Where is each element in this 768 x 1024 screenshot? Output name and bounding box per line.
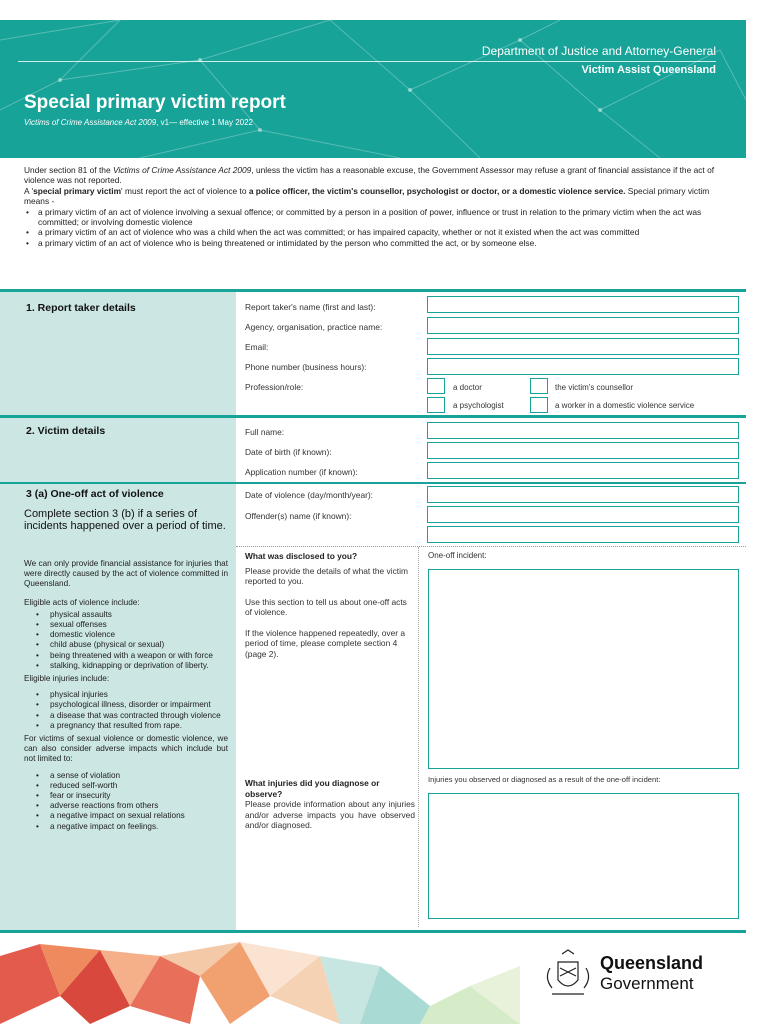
- intro-bullet: • a primary victim of an act of violence who was a child when the act was committed; or has impaired capacity, whether or not it existed when the act was committed: [24, 227, 734, 237]
- list-item: • domestic violence: [24, 630, 228, 640]
- header-divider: [18, 61, 716, 62]
- full-name-field[interactable]: [427, 422, 739, 439]
- list-item: • a negative impact on feelings.: [24, 822, 228, 832]
- page-subtitle: Victims of Crime Assistance Act 2009, v1— effective 1 May 2022: [24, 118, 253, 127]
- list-item: • a pregnancy that resulted from rape.: [24, 721, 228, 731]
- eligibility-intro: We can only provide financial assistance for injuries that were directly caused by the act of violence committed in Queensland.: [24, 559, 228, 589]
- psychologist-checkbox[interactable]: [427, 397, 445, 413]
- oneoff-label: One-off incident:: [428, 551, 487, 560]
- psychologist-option-label: a psychologist: [453, 401, 504, 410]
- section3-heading: 3 (a) One-off act of violence: [26, 488, 164, 500]
- intro-bullet: • a primary victim of an act of violence involving a sexual offence; or committed by a person in a position of power, influence or trust in relation to the primary victim when the act was committed; or involving domestic violence: [24, 207, 734, 228]
- queensland-brand: Queensland: [600, 953, 704, 973]
- phone-label: Phone number (business hours):: [245, 362, 367, 372]
- injuries-question-block: [245, 778, 415, 831]
- disclosed-p2: Use this section to tell us about one-off acts of violence.: [245, 596, 407, 617]
- dv-worker-option-label: a worker in a domestic violence service: [555, 401, 695, 410]
- doctor-checkbox[interactable]: [427, 378, 445, 394]
- dob-field[interactable]: [427, 442, 739, 459]
- counsellor-checkbox[interactable]: [530, 378, 548, 394]
- offender-name-label: Offender(s) name (if known):: [245, 511, 352, 521]
- intro-text: [24, 165, 734, 248]
- report-taker-name-field[interactable]: [427, 296, 739, 313]
- oneoff-incident-textarea[interactable]: [428, 569, 739, 769]
- list-item: • physical assaults: [24, 610, 228, 620]
- application-number-field[interactable]: [427, 462, 739, 479]
- footer-divider: [0, 930, 746, 933]
- offender-name-field-2[interactable]: [427, 526, 739, 543]
- intro-bullet: • a primary victim of an act of violence who is being threatened or intimidated by the person who committed the act, or by someone else.: [24, 238, 734, 248]
- dv-worker-checkbox[interactable]: [530, 397, 548, 413]
- injuries-heading: Eligible injuries include:: [24, 674, 110, 684]
- injuries-box-label: Injuries you observed or diagnosed as a result of the one-off incident:: [428, 775, 661, 784]
- injuries-question-heading: What injuries did you diagnose or observe?: [245, 778, 380, 799]
- section2-heading: 2. Victim details: [26, 425, 106, 437]
- department-name: Department of Justice and Attorney-General: [481, 44, 716, 58]
- offender-name-field[interactable]: [427, 506, 739, 523]
- queensland-coat-of-arms-icon: [538, 948, 598, 1008]
- profession-label: Profession/role:: [245, 382, 304, 392]
- intro-paragraph-2: A 'special primary victim' must report the act of violence to a police officer, the victim's counsellor, psychologist or doctor, or a domestic violence service. Special primary victim means -: [24, 185, 710, 207]
- list-item: • being threatened with a weapon or with force: [24, 651, 228, 661]
- disclosed-block: [245, 551, 415, 659]
- government-brand: Government: [600, 974, 694, 993]
- counsellor-option-label: the victim's counsellor: [555, 383, 633, 392]
- disclosed-heading: What was disclosed to you?: [245, 551, 358, 561]
- full-name-label: Full name:: [245, 427, 285, 437]
- agency-label: Agency, organisation, practice name:: [245, 322, 383, 332]
- list-item: • child abuse (physical or sexual): [24, 640, 228, 650]
- header-banner: [0, 20, 746, 158]
- date-of-violence-field[interactable]: [427, 486, 739, 503]
- network-pattern-graphic: [0, 20, 746, 158]
- email-field[interactable]: [427, 338, 739, 355]
- list-item: • a sense of violation: [24, 771, 228, 781]
- section1-heading: 1. Report taker details: [26, 302, 136, 314]
- impacts-intro: For victims of sexual violence or domestic violence, we can also consider adverse impacts which include but not limited to:: [24, 734, 228, 764]
- list-item: • stalking, kidnapping or deprivation of liberty.: [24, 661, 228, 671]
- disclosed-p3: If the violence happened repeatedly, over a period of time, please complete section 4 (page 2).: [245, 627, 406, 659]
- list-item: • psychological illness, disorder or impairment: [24, 700, 228, 710]
- phone-field[interactable]: [427, 358, 739, 375]
- section3-note: Complete section 3 (b) if a series of incidents happened over a period of time.: [24, 508, 226, 532]
- report-taker-name-label: Report taker's name (first and last):: [245, 302, 376, 312]
- vertical-dotted-divider: [418, 547, 419, 927]
- disclosed-p1: Please provide the details of what the victim reported to you.: [245, 565, 408, 586]
- section3-eligibility-text: [24, 559, 228, 835]
- email-label: Email:: [245, 342, 269, 352]
- dotted-divider: [236, 546, 746, 547]
- acts-heading: Eligible acts of violence include:: [24, 597, 140, 607]
- injuries-question-text: Please provide information about any injuries and/or adverse impacts you have observed and/or diagnosed.: [245, 799, 415, 830]
- date-of-violence-label: Date of violence (day/month/year):: [245, 490, 374, 500]
- page-title: Special primary victim report: [24, 92, 286, 113]
- intro-paragraph-1: Under section 81 of the Victims of Crime Assistance Act 2009, unless the victim has a reasonable excuse, the Government Assessor may refuse a grant of financial assistance if the act of violence was not reported.: [24, 165, 715, 186]
- list-item: • physical injuries: [24, 690, 228, 700]
- list-item: • reduced self-worth: [24, 781, 228, 791]
- doctor-option-label: a doctor: [453, 383, 482, 392]
- application-number-label: Application number (if known):: [245, 467, 358, 477]
- list-item: • sexual offenses: [24, 620, 228, 630]
- list-item: • adverse reactions from others: [24, 801, 228, 811]
- unit-name: Victim Assist Queensland: [581, 64, 716, 76]
- list-item: • a disease that was contracted through violence: [24, 711, 228, 721]
- dob-label: Date of birth (if known):: [245, 447, 332, 457]
- agency-field[interactable]: [427, 317, 739, 334]
- list-item: • a negative impact on sexual relations: [24, 811, 228, 821]
- list-item: • fear or insecurity: [24, 791, 228, 801]
- injuries-observed-textarea[interactable]: [428, 793, 739, 919]
